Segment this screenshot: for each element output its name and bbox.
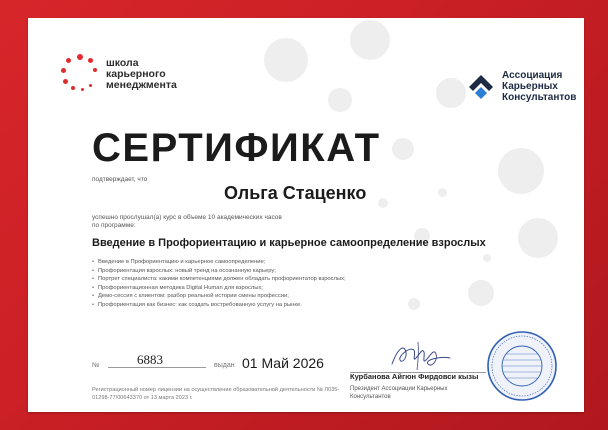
decor-circle (498, 148, 544, 194)
association-stamp (486, 330, 558, 402)
signer-name: Курбанова Айгюн Фирдовси кызы (350, 372, 479, 381)
school-logo-line: карьерного (106, 68, 166, 80)
decor-circle (328, 88, 352, 112)
number-underline (108, 367, 206, 368)
topic-item: • Профориентация взрослых: новый тренд на осознанную карьеру; (92, 267, 352, 276)
topic-item: • Профориентация как бизнес: как создать востребованную услугу на рынке. (92, 301, 352, 310)
confirms-text: подтверждает, что (92, 176, 148, 183)
certificate-paper (28, 18, 584, 412)
association-logo-text (502, 70, 584, 103)
decor-circle (436, 78, 466, 108)
completion-text (92, 214, 392, 230)
decor-circle (408, 298, 420, 310)
certificate-title: СЕРТИФИКАТ (92, 126, 381, 170)
topic-item: • Профориентационная методика Digital Human для взрослых; (92, 284, 352, 293)
association-logo-line: Ассоциация (502, 70, 563, 81)
school-logo-line: менеджмента (106, 79, 177, 91)
decor-circle (483, 254, 491, 262)
decor-circle (468, 280, 494, 306)
school-logo-text (106, 58, 246, 91)
number-label: № (92, 362, 100, 369)
association-logo-line: Консультантов (502, 92, 577, 103)
school-logo-line: школа (106, 57, 139, 69)
completion-line: успешно прослушал(а) курс в объеме 10 академических часов (92, 214, 282, 221)
issue-date: 01 Май 2026 (242, 355, 324, 371)
decor-circle (438, 188, 447, 197)
issued-label: выдан (214, 362, 235, 369)
signature-image (388, 338, 458, 372)
association-logo-line: Карьерных (502, 81, 558, 92)
decor-circle (264, 38, 308, 82)
decor-circle (350, 20, 390, 60)
topic-list (92, 258, 352, 309)
signer-role: Президент Ассоциации Карьерных Консультантов (350, 386, 448, 400)
topic-item: • Введение в Профориентацию и карьерное самоопределение; (92, 258, 352, 267)
recipient-name: Ольга Стаценко (224, 183, 367, 203)
license-text: Регистрационный номер лицензии на осуществление образовательной деятельности № Л035-01298-77/00643370 от 13 марта 2023 г. (92, 387, 340, 401)
topic-item: • Демо-сессия с клиентом: разбор реальной истории смены профессии; (92, 292, 352, 301)
school-logo-mark (60, 54, 100, 94)
certificate-number: 6883 (137, 352, 163, 367)
course-title: Введение в Профориентацию и карьерное самоопределение взрослых (92, 237, 486, 249)
completion-line: по программе: (92, 222, 136, 229)
topic-item: • Портрет специалиста: какими компетенциями должен обладать профориентатор взрослых; (92, 275, 352, 284)
association-logo-icon (468, 74, 494, 100)
